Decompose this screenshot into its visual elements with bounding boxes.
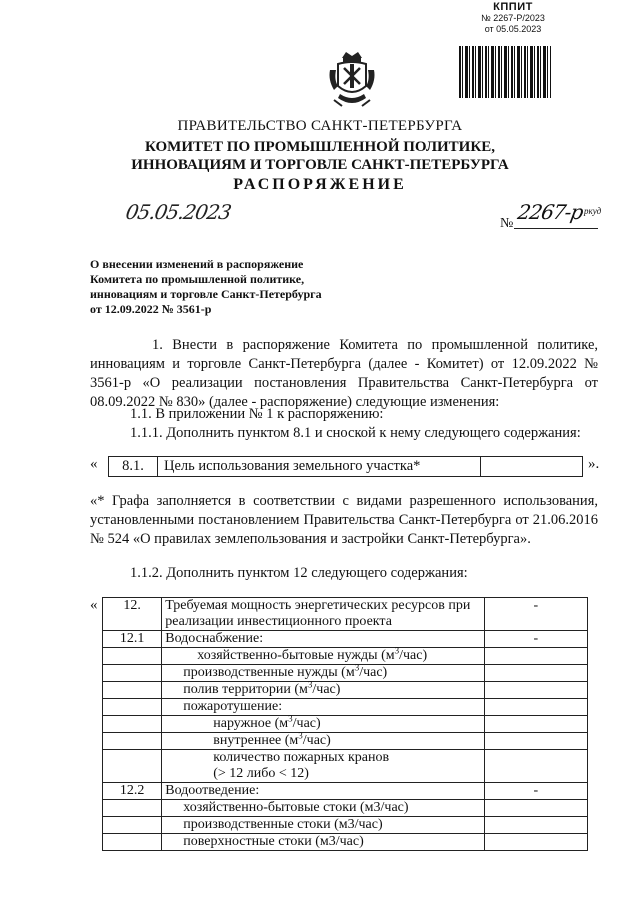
government-title: ПРАВИТЕЛЬСТВО САНКТ-ПЕТЕРБУРГА	[177, 118, 463, 134]
stamp-date: от 05.05.2023	[484, 24, 542, 34]
unit-tail: /час)	[292, 716, 321, 731]
row-description	[162, 679, 484, 699]
handwritten-number: 2267-р	[515, 200, 585, 224]
paragraph-1: 1. Внести в распоряжение Комитета по промышленной политике, инновациям и торговле Санкт-Петербурга (далее - Комитет) от 12.09.2022 № 3561-р «О реализации постановления Правительства Санкт-Петербурга от 08.09.2022 № 830» (далее - распоряжение) следующие изменения:	[90, 337, 598, 410]
resources-table	[102, 597, 588, 851]
quote-close: ».	[588, 456, 600, 472]
fire-fighting-label: пожаротушение:	[183, 699, 283, 714]
barcode	[459, 46, 551, 98]
unit-cube: 3	[288, 713, 293, 724]
subject-line: от 12.09.2022 № 3561-р	[90, 302, 212, 316]
paragraph-1-1-1: 1.1.1. Дополнить пунктом 8.1 и сноской к нему следующего содержания:	[130, 425, 581, 441]
unit-tail: /час)	[302, 733, 331, 748]
row-description	[162, 800, 484, 817]
unit-cube: 3	[298, 730, 303, 741]
table-row	[103, 750, 588, 783]
irrigation-label: полив территории (м	[183, 682, 308, 697]
waste-surface-label: поверхностные стоки (м3/час)	[183, 834, 364, 849]
row-number: 12.2	[103, 783, 162, 800]
committee-title	[0, 138, 640, 174]
unit-tail: /час)	[359, 665, 388, 680]
row-description: Водоснабжение:	[162, 631, 484, 648]
number-underline	[514, 228, 598, 229]
row-description	[162, 817, 484, 834]
waste-household-label: хозяйственно-бытовые стоки (м3/час)	[183, 800, 409, 815]
row-description: Требуемая мощность энергетических ресурсов при реализации инвестиционного проекта	[162, 598, 484, 631]
table-row	[103, 733, 588, 750]
table-row	[103, 699, 588, 716]
stamp-number: № 2267-Р/2023	[481, 13, 545, 23]
subject-line: инновациям и торговле Санкт-Петербурга	[90, 287, 322, 301]
table-row	[103, 598, 588, 631]
document-type: РАСПОРЯЖЕНИЕ	[233, 176, 407, 193]
row-8-1-value	[482, 457, 581, 476]
subject-line: О внесении изменений в распоряжение	[90, 257, 304, 271]
unit-cube: 3	[354, 662, 360, 673]
row-description	[162, 730, 484, 750]
table-row	[103, 783, 588, 800]
table-row	[103, 834, 588, 851]
table-row	[103, 682, 588, 699]
committee-line-1: КОМИТЕТ ПО ПРОМЫШЛЕННОЙ ПОЛИТИКЕ,	[145, 139, 495, 155]
subject-line: Комитета по промышленной политике,	[90, 272, 305, 286]
committee-line-2: ИННОВАЦИЯМ И ТОРГОВЛЕ САНКТ-ПЕТЕРБУРГА	[131, 157, 509, 173]
unit-tail: /час)	[312, 682, 341, 697]
quote-open: «	[90, 456, 98, 472]
footnote: «* Графа заполняется в соответствии с видами разрешенного использования, установленными постановлением Правительства Санкт-Петербурга от 21.06.2016 № 524 «О правилах землепользования и застройки Санкт-Петербурга».	[90, 493, 598, 547]
household-needs-label: хозяйственно-бытовые нужды (м	[197, 648, 395, 663]
table-row	[103, 631, 588, 648]
quote-open-2: «	[90, 597, 98, 613]
table-row	[103, 716, 588, 733]
row-value: -	[484, 598, 587, 631]
table-row	[103, 665, 588, 682]
paragraph-1-1-2: 1.1.2. Дополнить пунктом 12 следующего содержания:	[130, 565, 468, 581]
row-8-1-text: Цель использования земельного участка*	[158, 457, 481, 476]
stamp-org: КППИТ	[493, 1, 533, 13]
unit-cube: 3	[307, 679, 313, 690]
row-number: 12.	[103, 598, 162, 631]
document-subject	[90, 257, 322, 317]
row-8-1-number: 8.1.	[109, 457, 158, 476]
row-description	[162, 713, 484, 733]
handwritten-date: 05.05.2023	[123, 200, 233, 224]
row-description	[162, 662, 484, 682]
number-label: №	[500, 216, 514, 231]
hydrants-range: (> 12 либо < 12)	[213, 766, 309, 781]
paragraph-1-1: 1.1. В приложении № 1 к распоряжению:	[130, 406, 384, 422]
hydrants-label: количество пожарных кранов	[213, 750, 390, 765]
row-description	[162, 750, 484, 783]
registration-stamp	[478, 2, 548, 35]
number-suffix: ркуд	[584, 206, 602, 216]
table-row-8-1	[108, 456, 583, 477]
row-description	[162, 645, 484, 665]
row-number: 12.1	[103, 631, 162, 648]
row-description	[162, 834, 484, 851]
unit-tail: /час)	[399, 648, 428, 663]
row-description: Водоотведение:	[162, 783, 484, 800]
table-row	[103, 648, 588, 665]
external-label: наружное (м	[213, 716, 289, 731]
table-row	[103, 800, 588, 817]
production-needs-label: производственные нужды (м	[183, 665, 355, 680]
internal-label: внутреннее (м	[213, 733, 299, 748]
row-value: -	[484, 631, 587, 648]
row-description	[162, 699, 484, 716]
coat-of-arms-emblem	[326, 50, 378, 110]
unit-cube: 3	[394, 645, 400, 656]
table-row	[103, 817, 588, 834]
row-value: -	[484, 783, 587, 800]
waste-production-label: производственные стоки (м3/час)	[183, 817, 383, 832]
